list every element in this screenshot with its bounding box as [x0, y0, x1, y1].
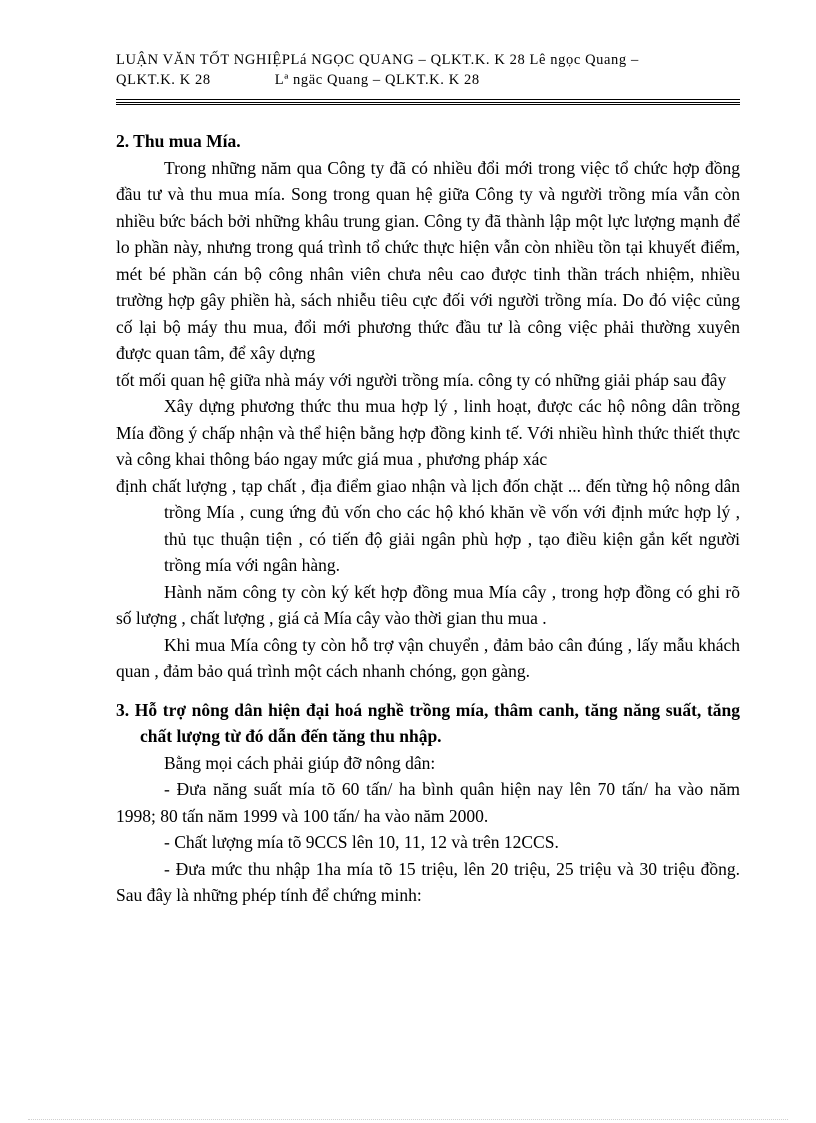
section-2-paragraph-1-continued: tốt mối quan hệ giữa nhà máy với người trồng mía. công ty có những giải pháp sau đây: [116, 369, 727, 390]
header-line-2: [116, 70, 746, 90]
section-3-bullet-quality: - Chất lượng mía tõ 9CCS lên 10, 11, 12 và trên 12CCS.: [164, 832, 559, 852]
header-line-2-left: QLKT.K. K 28: [116, 72, 211, 88]
section-3-title: 3. Hỗ trợ nông dân hiện đại hoá nghề trồng mía, thâm canh, tăng năng suất, tăng chất lượng từ đó dẫn đến tăng thu nhập.: [116, 699, 740, 746]
header-rule-middle: [116, 102, 740, 103]
section-3-bullet-income: - Đưa mức thu nhập 1ha mía tõ 15 triệu, lên 20 triệu, 25 triệu và 30 triệu đồng. Sau đây là những phép tính để chứng minh:: [116, 858, 740, 905]
section-3-bullet-yield: - Đưa năng suất mía tõ 60 tấn/ ha bình quân hiện nay lên 70 tấn/ ha vào năm 1998; 80 tấn năm 1999 và 100 tấn/ ha vào năm 2000.: [116, 779, 740, 826]
section-3-paragraph-1: Bằng mọi cách phải giúp đỡ nông dân:: [164, 752, 436, 773]
section-2-paragraph-4: Khi mua Mía công ty còn hỗ trợ vận chuyển , đảm bảo cân đúng , lấy mẫu khách quan , đảm bảo quá trình một cách nhanh chóng, gọn gàng.: [116, 634, 740, 681]
section-2-paragraph-1: Trong những năm qua Công ty đã có nhiều đổi mới trong việc tổ chức hợp đồng đầu tư và thu mua mía. Song trong quan hệ giữa Công ty và người trồng mía vẫn còn nhiều bức bách bởi những khâu trung gian. Công ty đã thành lập một lực lượng mạnh để lo phần này, nhưng trong quá trình tổ chức thực hiện vẫn còn nhiều tồn tại khuyết điểm, mét bé phần cán bộ công nhân viên chưa nêu cao được tinh thần trách nhiệm, nhiều trường hợp gây phiền hà, sách nhiễu tiêu cực đối với người trồng mía. Do đó việc củng cố lại bộ máy thu mua, đổi mới phương thức đầu tư là công việc phải thường xuyên được quan tâm, để xây dựng: [116, 157, 740, 363]
header-line-1: LUẬN VĂN TỐT NGHIỆPLá NGỌC QUANG – QLKT.K. K 28 Lê ngọc Quang –: [116, 52, 639, 68]
page-header: [116, 50, 746, 90]
page-bottom-border: [28, 1119, 788, 1120]
header-line-2-right: Lª ngäc Quang – QLKT.K. K 28: [274, 72, 480, 88]
section-2-paragraph-2: Xây dựng phương thức thu mua hợp lý , linh hoạt, được các hộ nông dân trồng Mía đồng ý chấp nhận và thể hiện bằng hợp đồng kinh tế. Với nhiều hình thức thiết thực và công khai thông báo ngay mức giá mua , phương pháp xác: [116, 396, 740, 469]
document-body: [116, 128, 740, 909]
header-rule-bottom: [116, 104, 740, 105]
section-2-paragraph-2-continued: định chất lượng , tạp chất , địa điểm giao nhận và lịch đốn chặt ... đến từng hộ nông dân trồng Mía , cung ứng đủ vốn cho các hộ khó khăn về vốn với định mức hợp lý , thủ tục thuận tiện , có tiến độ giải ngân phù hợp , tạo điều kiện gắn kết người trồng mía với ngân hàng.: [116, 475, 740, 575]
section-2-paragraph-3: Hành năm công ty còn ký kết hợp đồng mua Mía cây , trong hợp đồng có ghi rõ số lượng , chất lượng , giá cả Mía cây vào thời gian thu mua .: [116, 581, 740, 628]
section-2-title: 2. Thu mua Mía.: [116, 131, 241, 151]
header-rule-top: [116, 99, 740, 100]
